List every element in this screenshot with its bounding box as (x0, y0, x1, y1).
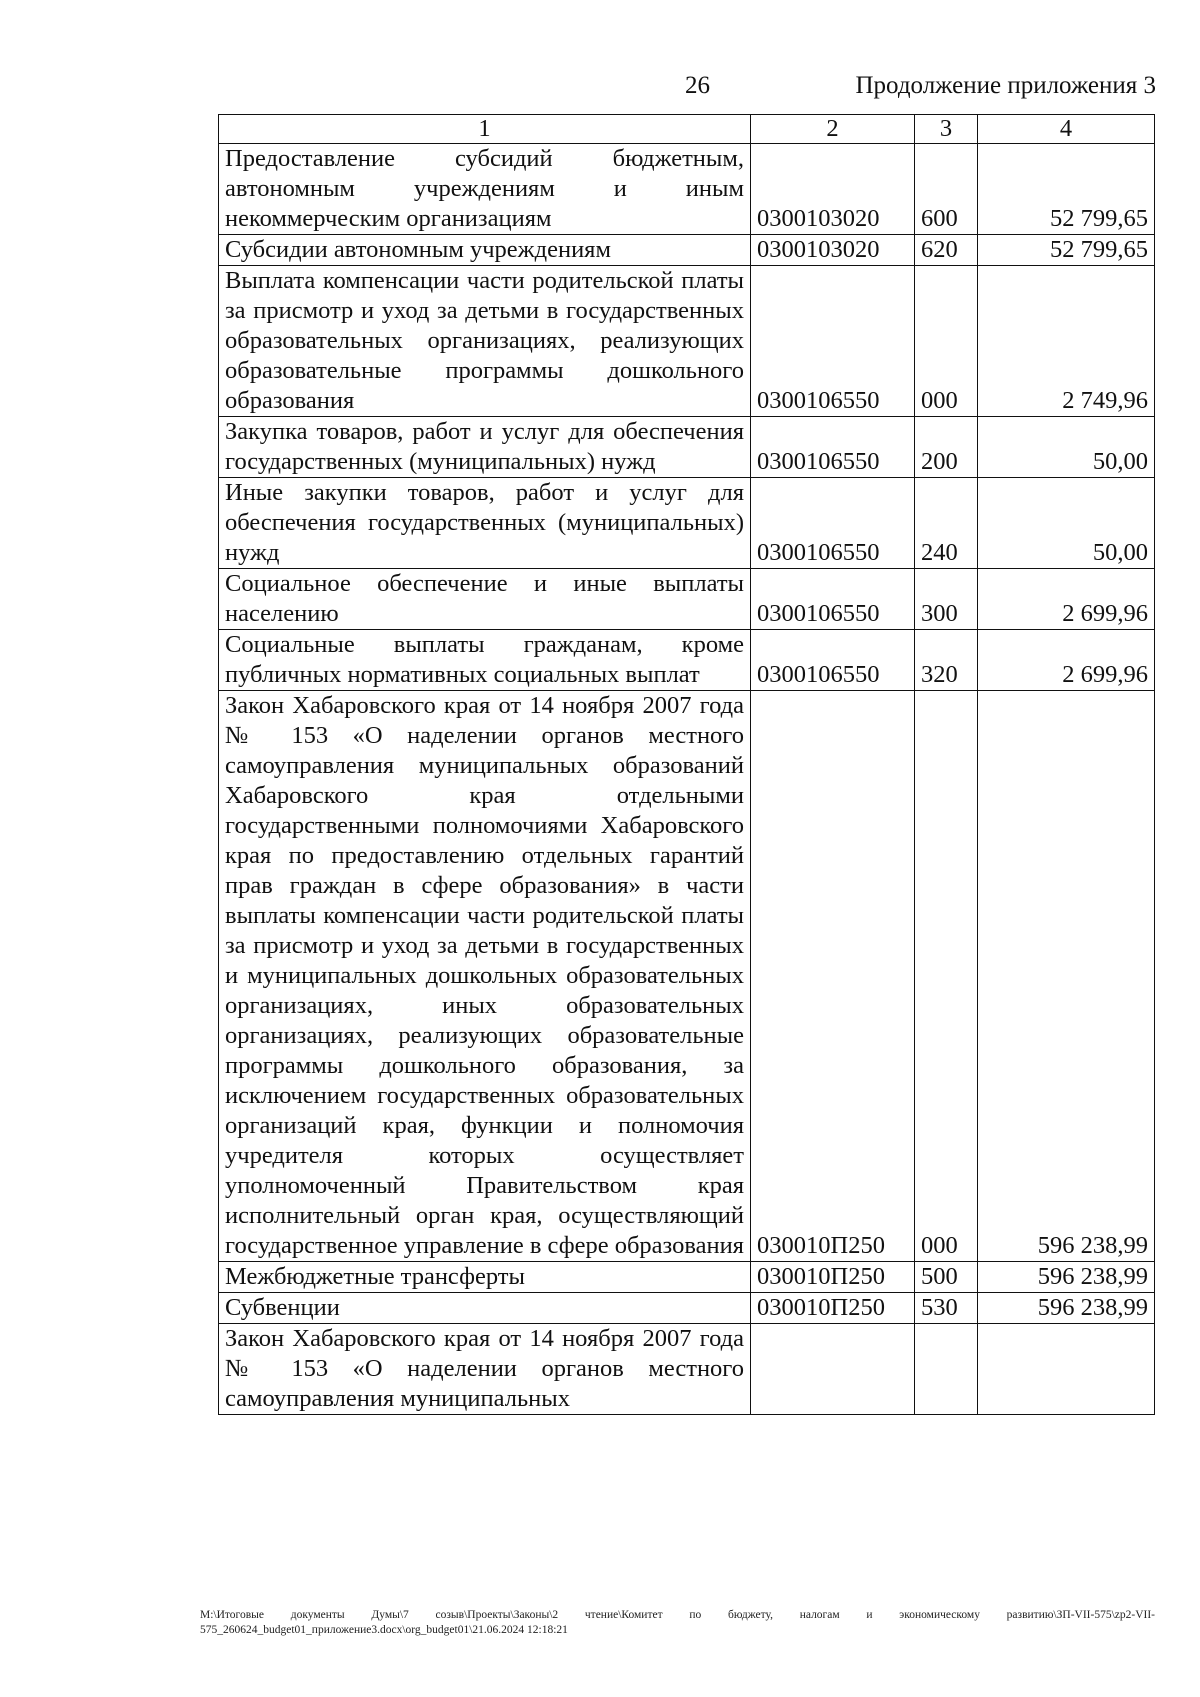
table-row (219, 417, 1155, 478)
row-description: Субсидии автономным учреждениям (219, 235, 751, 266)
row-amount: 52 799,65 (978, 235, 1155, 266)
row-expense-type: 600 (915, 144, 978, 235)
budget-table (218, 114, 1155, 1415)
row-description: Социальные выплаты гражданам, кроме публичных нормативных социальных выплат (219, 630, 751, 691)
row-expense-type: 240 (915, 478, 978, 569)
row-target-code: 030010П250 (751, 1293, 915, 1324)
row-target-code: 030010П250 (751, 691, 915, 1262)
document-path-footer: M:\Итоговые документы Думы\7 созыв\Проекты\Законы\2 чтение\Комитет по бюджету, налогам и экономическому развитию\ЗП-VII-575\zp2-VII-575_260624_budget01_приложение3.docx\org_budget01\21.06.2024 12:18:21 (200, 1609, 1155, 1636)
row-amount: 52 799,65 (978, 144, 1155, 235)
row-description: Закон Хабаровского края от 14 ноября 2007 года № 153 «О наделении органов местного самоуправления муниципальных (219, 1324, 751, 1415)
page-header (0, 72, 1200, 104)
row-expense-type: 000 (915, 691, 978, 1262)
table-header-row (219, 115, 1155, 144)
row-target-code: 0300106550 (751, 478, 915, 569)
row-amount: 2 699,96 (978, 630, 1155, 691)
row-description: Закон Хабаровского края от 14 ноября 2007 года № 153 «О наделении органов местного самоуправления муниципальных образований Хабаровского края отдельными государственными полномочиями Хабаровского края по предоставлению отдельных гарантий прав граждан в сфере образования» в части выплаты компенсации части родительской платы за присмотр и уход за детьми в государственных и муниципальных дошкольных образовательных организациях, иных образовательных организациях, реализующих образовательные программы дошкольного образования, за исключением государственных образовательных организаций края, функции и полномочия учредителя которых осуществляет уполномоченный Правительством края исполнительный орган края, осуществляющий государственное управление в сфере образования (219, 691, 751, 1262)
column-header: 3 (915, 115, 978, 144)
row-target-code: 030010П250 (751, 1262, 915, 1293)
row-expense-type: 320 (915, 630, 978, 691)
row-expense-type: 300 (915, 569, 978, 630)
row-description: Иные закупки товаров, работ и услуг для обеспечения государственных (муниципальных) нужд (219, 478, 751, 569)
row-amount: 596 238,99 (978, 1293, 1155, 1324)
table-row (219, 235, 1155, 266)
row-amount: 2 749,96 (978, 266, 1155, 417)
row-amount (978, 1324, 1155, 1415)
row-expense-type: 530 (915, 1293, 978, 1324)
table-row (219, 1262, 1155, 1293)
row-description: Социальное обеспечение и иные выплаты населению (219, 569, 751, 630)
page-number: 26 (685, 72, 710, 99)
row-target-code: 0300106550 (751, 266, 915, 417)
row-description: Предоставление субсидий бюджетным, автономным учреждениям и иным некоммерческим организациям (219, 144, 751, 235)
row-amount: 50,00 (978, 417, 1155, 478)
table-row (219, 691, 1155, 1262)
row-target-code: 0300103020 (751, 235, 915, 266)
row-amount: 596 238,99 (978, 1262, 1155, 1293)
table-row (219, 144, 1155, 235)
table-row (219, 630, 1155, 691)
table-row (219, 266, 1155, 417)
table-row (219, 1324, 1155, 1415)
table-row (219, 569, 1155, 630)
continuation-label: Продолжение приложения 3 (855, 72, 1156, 99)
row-target-code: 0300106550 (751, 417, 915, 478)
row-target-code: 0300106550 (751, 630, 915, 691)
row-expense-type: 500 (915, 1262, 978, 1293)
row-expense-type: 620 (915, 235, 978, 266)
row-target-code (751, 1324, 915, 1415)
row-amount: 596 238,99 (978, 691, 1155, 1262)
column-header: 1 (219, 115, 751, 144)
row-target-code: 0300103020 (751, 144, 915, 235)
row-amount: 50,00 (978, 478, 1155, 569)
row-expense-type (915, 1324, 978, 1415)
table-row (219, 1293, 1155, 1324)
column-header: 2 (751, 115, 915, 144)
row-description: Закупка товаров, работ и услуг для обеспечения государственных (муниципальных) нужд (219, 417, 751, 478)
table-row (219, 478, 1155, 569)
row-description: Межбюджетные трансферты (219, 1262, 751, 1293)
row-expense-type: 200 (915, 417, 978, 478)
row-target-code: 0300106550 (751, 569, 915, 630)
row-expense-type: 000 (915, 266, 978, 417)
row-description: Субвенции (219, 1293, 751, 1324)
column-header: 4 (978, 115, 1155, 144)
row-amount: 2 699,96 (978, 569, 1155, 630)
row-description: Выплата компенсации части родительской платы за присмотр и уход за детьми в государственных образовательных организациях, реализующих образовательные программы дошкольного образования (219, 266, 751, 417)
